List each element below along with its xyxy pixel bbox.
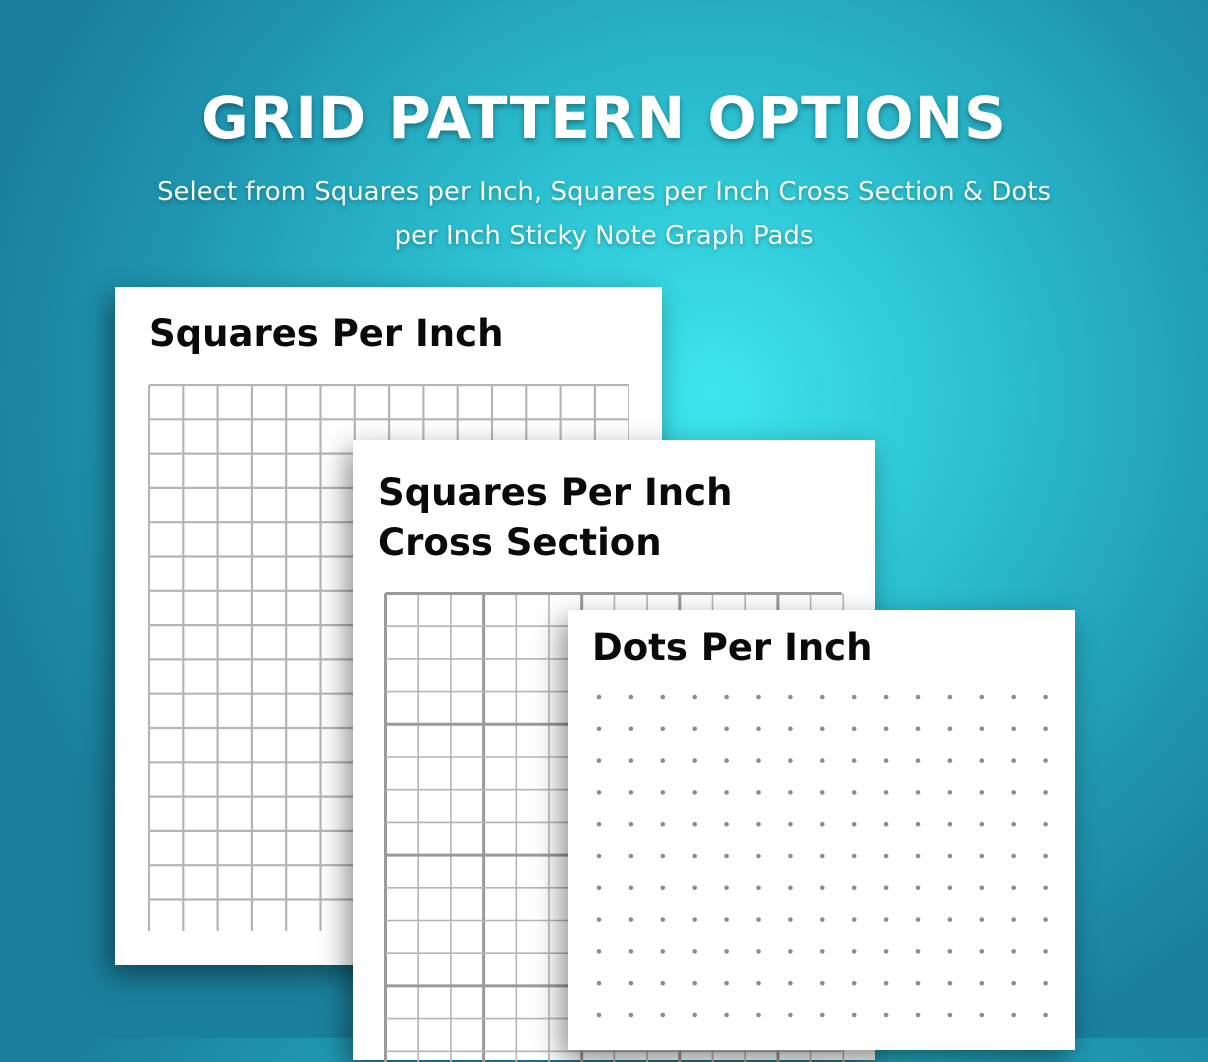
grid-dot [948,790,953,795]
grid-dot [1043,790,1048,795]
grid-dot [980,790,985,795]
grid-dot [980,695,985,700]
grid-dot [629,981,634,986]
grid-dot [788,981,793,986]
grid-dot [756,1013,761,1018]
grid-dot [788,886,793,891]
grid-dot [948,917,953,922]
grid-dot [756,949,761,954]
grid-dot [820,886,825,891]
grid-dot [661,790,666,795]
page-title: GRID PATTERN OPTIONS [201,84,1007,152]
grid-dot [820,917,825,922]
grid-dot [692,695,697,700]
grid-dot [661,917,666,922]
grid-dot [788,822,793,827]
grid-dot [1011,822,1016,827]
grid-dot [820,727,825,732]
grid-dot [884,917,889,922]
grid-dot [980,1013,985,1018]
grid-dot [1011,981,1016,986]
grid-dot [692,1013,697,1018]
grid-dot [788,854,793,859]
grid-dot [1011,727,1016,732]
grid-dot [1043,727,1048,732]
grid-dot [629,695,634,700]
grid-dot [852,695,857,700]
grid-dot [884,822,889,827]
grid-dot [916,758,921,763]
grid-dot [852,727,857,732]
grid-dot [916,727,921,732]
grid-dot [820,949,825,954]
grid-dot [692,822,697,827]
grid-dot [629,854,634,859]
grid-dot [788,1013,793,1018]
squares-per-inch-title: Squares Per Inch [149,312,504,355]
grid-dot [948,949,953,954]
grid-dot [629,790,634,795]
grid-dot [661,949,666,954]
grid-dot [852,949,857,954]
grid-dot [597,695,602,700]
grid-dot [756,790,761,795]
grid-dot [1011,790,1016,795]
grid-dot [724,949,729,954]
grid-dot [1011,854,1016,859]
grid-dot [788,695,793,700]
grid-dot [820,981,825,986]
grid-dot [692,981,697,986]
grid-dot [629,822,634,827]
grid-dot [916,695,921,700]
grid-dot [884,758,889,763]
grid-dot [756,854,761,859]
grid-dot [597,758,602,763]
grid-dot [756,695,761,700]
grid-dot [948,854,953,859]
grid-dot [788,949,793,954]
grid-dot [852,790,857,795]
grid-dot [629,1013,634,1018]
grid-dot [756,917,761,922]
cross-section-title: Squares Per Inch Cross Section [378,471,733,564]
grid-dot [884,854,889,859]
grid-dot [597,854,602,859]
grid-dot [916,886,921,891]
grid-dot [980,727,985,732]
page-subtitle: Select from Squares per Inch, Squares per Inch Cross Section & Dots per Inch Sticky Note Graph Pads [156,177,1052,251]
grid-dot [629,727,634,732]
grid-dot [661,727,666,732]
grid-dot [724,822,729,827]
grid-dot [661,695,666,700]
grid-dot [852,886,857,891]
grid-dot [948,822,953,827]
grid-dot [916,822,921,827]
dots-per-inch-title: Dots Per Inch [592,626,873,669]
grid-dot [948,886,953,891]
grid-dot [1011,917,1016,922]
grid-dot [788,727,793,732]
grid-dot [980,949,985,954]
grid-dot [948,758,953,763]
grid-dot [1043,1013,1048,1018]
grid-dot [629,886,634,891]
grid-dot [820,758,825,763]
grid-dot [1043,886,1048,891]
grid-dot [1043,917,1048,922]
grid-dot [980,917,985,922]
grid-dot [916,917,921,922]
grid-dot [1043,949,1048,954]
grid-dot [980,854,985,859]
grid-dot [820,695,825,700]
grid-dot [820,790,825,795]
grid-dot [661,1013,666,1018]
grid-dot [980,981,985,986]
grid-dot [980,758,985,763]
grid-dot [597,981,602,986]
grid-dot [1011,949,1016,954]
grid-dot [916,854,921,859]
grid-dot [597,949,602,954]
grid-dot [724,695,729,700]
grid-dot [597,886,602,891]
grid-dot [692,790,697,795]
grid-dot [948,695,953,700]
grid-dot [852,1013,857,1018]
grid-dot [852,822,857,827]
grid-dot [948,981,953,986]
grid-dot [884,949,889,954]
grid-dot [852,981,857,986]
grid-dot [692,949,697,954]
grid-dot [788,917,793,922]
grid-dot [629,949,634,954]
grid-dot [852,917,857,922]
grid-dot [1043,758,1048,763]
grid-dot [756,822,761,827]
grid-dot [661,981,666,986]
grid-dot [1011,758,1016,763]
grid-dot [1043,854,1048,859]
grid-dot [756,886,761,891]
grid-dot [597,917,602,922]
dots-per-inch-card [568,610,1075,1050]
grid-dot [1011,886,1016,891]
grid-dot [597,1013,602,1018]
grid-dot [661,886,666,891]
grid-dot [852,758,857,763]
grid-dot [980,886,985,891]
grid-dot [661,822,666,827]
grid-dot [1043,822,1048,827]
grid-dot [916,981,921,986]
grid-dot [692,758,697,763]
dot-grid-pattern [568,610,1075,1050]
grid-dot [1043,981,1048,986]
grid-dot [597,790,602,795]
grid-dot [884,790,889,795]
grid-dot [884,981,889,986]
grid-dot [820,822,825,827]
grid-dot [852,854,857,859]
grid-dot [884,695,889,700]
grid-dot [916,1013,921,1018]
grid-dot [629,758,634,763]
grid-dot [724,917,729,922]
grid-dot [916,949,921,954]
grid-dot [820,1013,825,1018]
grid-dot [692,727,697,732]
grid-dot [884,1013,889,1018]
grid-dot [724,758,729,763]
grid-dot [1011,1013,1016,1018]
grid-dot [661,854,666,859]
grid-dot [692,854,697,859]
grid-dot [724,1013,729,1018]
grid-dot [597,822,602,827]
grid-dot [629,917,634,922]
grid-dot [820,854,825,859]
grid-dot [980,822,985,827]
grid-dot [692,917,697,922]
grid-dot [724,886,729,891]
grid-dot [756,727,761,732]
grid-dot [724,981,729,986]
grid-dot [756,981,761,986]
grid-dot [788,758,793,763]
grid-dot [756,758,761,763]
grid-dot [948,1013,953,1018]
grid-dot [788,790,793,795]
grid-dot [661,758,666,763]
grid-dot [597,727,602,732]
grid-dot [1011,695,1016,700]
grid-dot [948,727,953,732]
grid-dot [692,886,697,891]
grid-dot [884,886,889,891]
grid-dot [916,790,921,795]
grid-dot [724,854,729,859]
grid-dot [884,727,889,732]
grid-dot [724,727,729,732]
grid-dot [1043,695,1048,700]
grid-dot [724,790,729,795]
